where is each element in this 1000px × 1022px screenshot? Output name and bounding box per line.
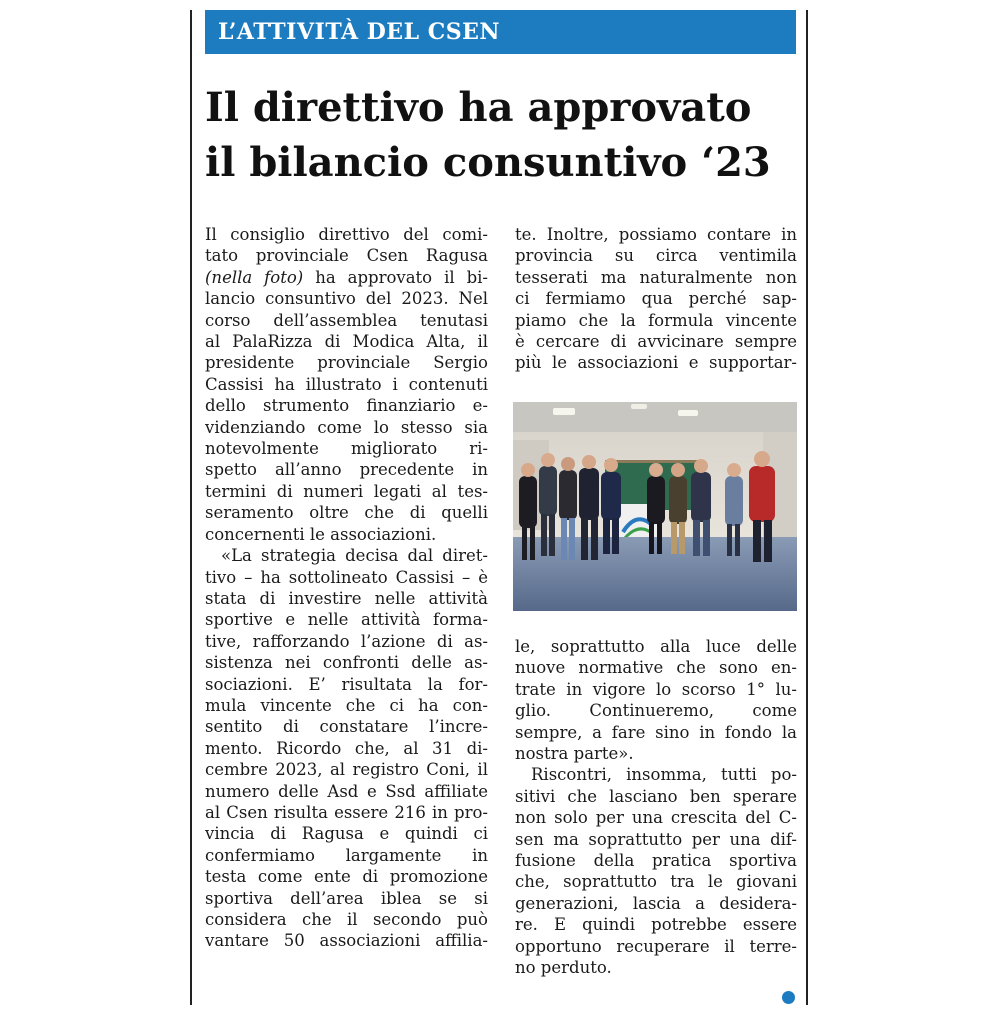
headline bbox=[205, 80, 805, 190]
body-line: più le associazioni e supportar- bbox=[515, 353, 797, 373]
body-line: re. E quindi potrebbe essere bbox=[515, 915, 797, 935]
body-line: sentito di constatare l’incre- bbox=[205, 717, 488, 737]
body-line: ci fermiamo qua perché sap- bbox=[515, 289, 797, 309]
body-line: al PalaRizza di Modica Alta, il bbox=[205, 332, 488, 352]
body-line: tato provinciale Csen Ragusa bbox=[205, 246, 488, 266]
body-line: glio. Continueremo, come bbox=[515, 701, 797, 721]
headline-line: il bilancio consuntivo ‘23 bbox=[205, 139, 771, 186]
end-of-article-dot bbox=[782, 991, 795, 1004]
body-line: sitivi che lasciano ben sperare bbox=[515, 786, 797, 806]
body-line: mento. Ricordo che, al 31 di- bbox=[205, 738, 488, 758]
body-line: sportiva dell’area iblea se si bbox=[205, 888, 488, 908]
body-line: è cercare di avvicinare sempre bbox=[515, 332, 797, 352]
headline-line: Il direttivo ha approvato bbox=[205, 84, 752, 131]
article-photo bbox=[513, 402, 797, 611]
body-line: (nella foto) ha approvato il bi- bbox=[205, 267, 488, 287]
body-line: tesserati ma naturalmente non bbox=[515, 267, 797, 287]
body-line: confermiamo largamente in bbox=[205, 845, 488, 865]
body-line: piamo che la formula vincente bbox=[515, 310, 797, 330]
body-line: Il consiglio direttivo del comi- bbox=[205, 225, 488, 244]
body-line: corso dell’assemblea tenutasi bbox=[205, 310, 488, 330]
body-line: che, soprattutto tra le giovani bbox=[515, 872, 797, 892]
body-line: «La strategia decisa dal diret- bbox=[221, 546, 488, 566]
article-column-right-top bbox=[515, 224, 797, 374]
body-line: vincia di Ragusa e quindi ci bbox=[205, 824, 488, 844]
article-column-left bbox=[205, 224, 488, 952]
column-rule-right bbox=[806, 10, 808, 1005]
body-line: termini di numeri legati al tes- bbox=[205, 481, 488, 501]
body-line: sociazioni. E’ risultata la for- bbox=[205, 674, 488, 694]
body-line: videnziando come lo stesso sia bbox=[205, 417, 488, 437]
body-line: lancio consuntivo del 2023. Nel bbox=[205, 289, 488, 309]
body-line: te. Inoltre, possiamo contare in bbox=[515, 225, 797, 244]
body-line: tive, rafforzando l’azione di as- bbox=[205, 631, 488, 651]
body-line: mula vincente che ci ha con- bbox=[205, 695, 488, 715]
body-line: nuove normative che sono en- bbox=[515, 658, 797, 678]
section-header-bar bbox=[205, 10, 796, 54]
body-line: sistenza nei confronti delle as- bbox=[205, 653, 488, 673]
article-column-right-bottom bbox=[515, 636, 797, 979]
body-line: tivo – ha sottolineato Cassisi – è bbox=[205, 567, 488, 587]
body-line: notevolmente migliorato ri- bbox=[205, 439, 488, 459]
body-line: le, soprattutto alla luce delle bbox=[515, 637, 797, 656]
body-line: fusione della pratica sportiva bbox=[515, 851, 797, 871]
body-line: vantare 50 associazioni affilia- bbox=[205, 931, 488, 951]
column-rule-left bbox=[190, 10, 192, 1005]
body-line: considera che il secondo può bbox=[205, 910, 488, 929]
body-line: dello strumento finanziario e- bbox=[205, 396, 488, 416]
body-line: provincia su circa ventimila bbox=[515, 246, 797, 266]
body-line: sportive e nelle attività forma- bbox=[205, 610, 488, 630]
section-label: L’ATTIVITÀ DEL CSEN bbox=[218, 19, 500, 45]
body-line: seramento oltre che di quelli bbox=[205, 503, 488, 523]
body-line: sempre, a fare sino in fondo la bbox=[515, 722, 797, 742]
body-line: testa come ente di promozione bbox=[205, 867, 488, 887]
body-line: Riscontri, insomma, tutti po- bbox=[531, 765, 797, 785]
body-line: opportuno recuperare il terre- bbox=[515, 936, 797, 956]
body-line: non solo per una crescita del C- bbox=[515, 808, 797, 828]
body-line: cembre 2023, al registro Coni, il bbox=[205, 760, 488, 780]
body-line: presidente provinciale Sergio bbox=[205, 353, 488, 373]
body-line: nostra parte». bbox=[515, 744, 634, 764]
body-line: spetto all’anno precedente in bbox=[205, 460, 488, 480]
body-line: no perduto. bbox=[515, 958, 612, 978]
body-line: stata di investire nelle attività bbox=[205, 588, 488, 608]
body-line: sen ma soprattutto per una dif- bbox=[515, 829, 797, 849]
body-line: numero delle Asd e Ssd affiliate bbox=[205, 781, 488, 801]
body-line: trate in vigore lo scorso 1° lu- bbox=[515, 679, 797, 699]
body-line: al Csen risulta essere 216 in pro- bbox=[205, 802, 488, 822]
body-line: Cassisi ha illustrato i contenuti bbox=[205, 374, 488, 394]
body-line: generazioni, lascia a desidera- bbox=[515, 893, 797, 913]
body-line: concernenti le associazioni. bbox=[205, 524, 437, 544]
